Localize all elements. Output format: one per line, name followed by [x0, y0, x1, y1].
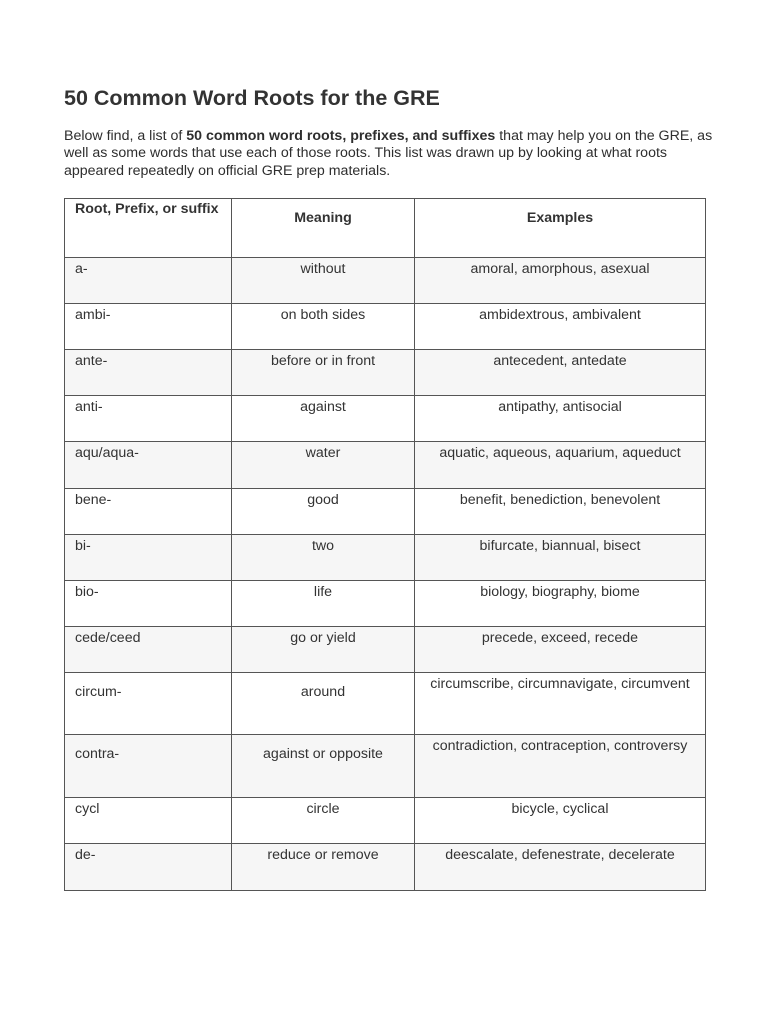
table-body — [65, 258, 706, 891]
cell-examples: precede, exceed, recede — [415, 627, 706, 673]
cell-root: bio- — [65, 581, 232, 627]
cell-root: cede/ceed — [65, 627, 232, 673]
cell-root: a- — [65, 258, 232, 304]
cell-root: ambi- — [65, 304, 232, 350]
header-root: Root, Prefix, or suffix — [65, 199, 232, 258]
cell-meaning: life — [232, 581, 415, 627]
cell-examples: ambidextrous, ambivalent — [415, 304, 706, 350]
cell-examples: biology, biography, biome — [415, 581, 706, 627]
cell-examples: bicycle, cyclical — [415, 798, 706, 844]
table-row — [65, 735, 706, 798]
cell-examples: amoral, amorphous, asexual — [415, 258, 706, 304]
cell-root: circum- — [65, 673, 232, 735]
intro-text-end: that may help you on the GRE, as well as some words that use each of those roots. This list was drawn up by looking at what roots appeared repeatedly on official GRE prep materials. — [64, 128, 713, 179]
cell-meaning: against or opposite — [232, 735, 415, 798]
table-row — [65, 396, 706, 442]
cell-root: contra- — [65, 735, 232, 798]
cell-examples: antecedent, antedate — [415, 350, 706, 396]
word-roots-table — [64, 198, 706, 891]
cell-root: bene- — [65, 489, 232, 535]
cell-examples: bifurcate, biannual, bisect — [415, 535, 706, 581]
cell-meaning: against — [232, 396, 415, 442]
cell-examples: benefit, benediction, benevolent — [415, 489, 706, 535]
cell-root: de- — [65, 844, 232, 891]
cell-meaning: circle — [232, 798, 415, 844]
table-row — [65, 844, 706, 891]
table-row — [65, 581, 706, 627]
intro-paragraph — [64, 128, 714, 180]
table-row — [65, 798, 706, 844]
cell-examples: contradiction, contraception, controversy — [415, 735, 706, 798]
cell-examples: circumscribe, circumnavigate, circumvent — [415, 673, 706, 735]
cell-examples: deescalate, defenestrate, decelerate — [415, 844, 706, 891]
cell-root: bi- — [65, 535, 232, 581]
table-row — [65, 489, 706, 535]
cell-meaning: reduce or remove — [232, 844, 415, 891]
cell-examples: aquatic, aqueous, aquarium, aqueduct — [415, 442, 706, 489]
intro-text-start: Below find, a list of — [64, 128, 187, 144]
page-title: 50 Common Word Roots for the GRE — [64, 86, 440, 110]
cell-root: anti- — [65, 396, 232, 442]
table-row — [65, 258, 706, 304]
table-row — [65, 535, 706, 581]
table-row — [65, 350, 706, 396]
cell-meaning: go or yield — [232, 627, 415, 673]
cell-root: ante- — [65, 350, 232, 396]
cell-meaning: water — [232, 442, 415, 489]
cell-meaning: good — [232, 489, 415, 535]
cell-meaning: two — [232, 535, 415, 581]
table-row — [65, 442, 706, 489]
header-examples: Examples — [415, 199, 706, 258]
table-row — [65, 304, 706, 350]
header-meaning: Meaning — [232, 199, 415, 258]
cell-root: cycl — [65, 798, 232, 844]
table-header-row — [65, 199, 706, 258]
intro-text-bold: 50 common word roots, prefixes, and suffixes — [186, 128, 496, 144]
cell-root: aqu/aqua- — [65, 442, 232, 489]
cell-meaning: without — [232, 258, 415, 304]
table-row — [65, 673, 706, 735]
cell-meaning: before or in front — [232, 350, 415, 396]
cell-meaning: on both sides — [232, 304, 415, 350]
cell-examples: antipathy, antisocial — [415, 396, 706, 442]
table-row — [65, 627, 706, 673]
cell-meaning: around — [232, 673, 415, 735]
